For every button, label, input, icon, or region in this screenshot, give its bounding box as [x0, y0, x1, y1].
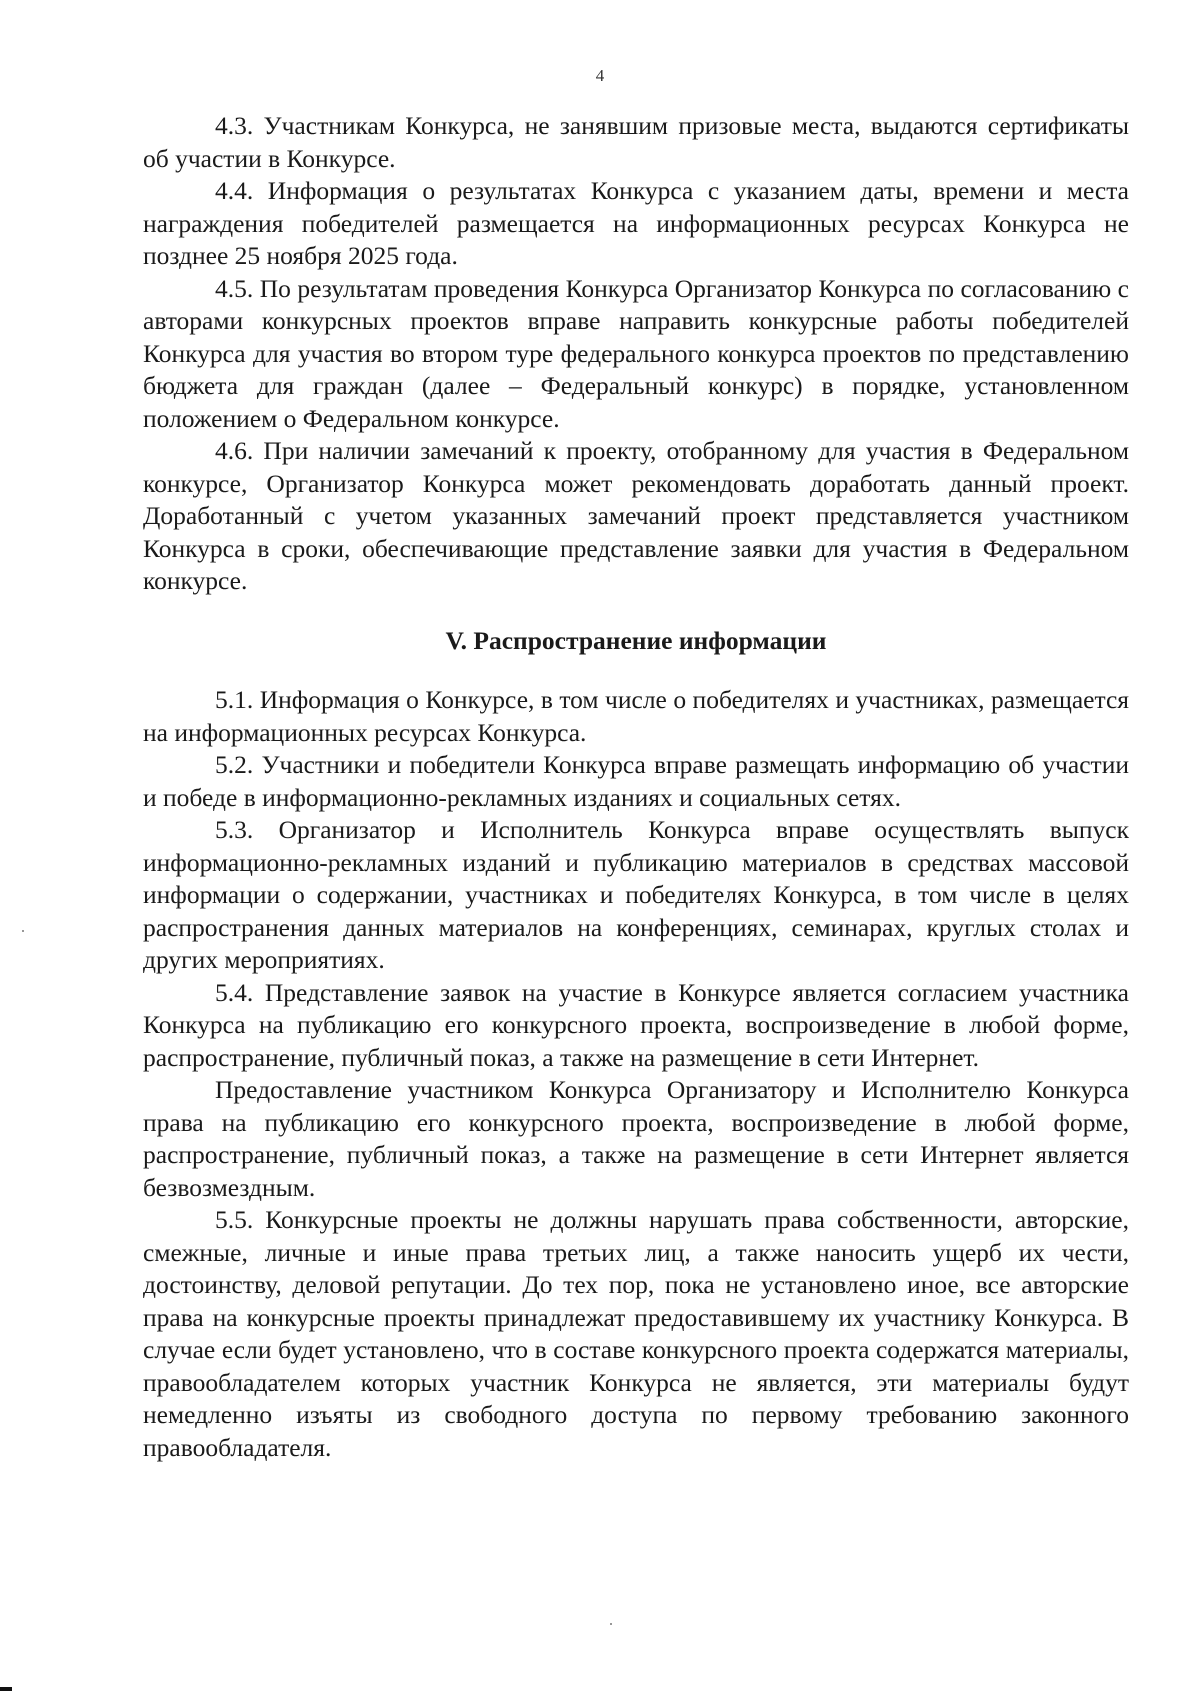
paragraph-4-3: 4.3. Участникам Конкурса, не занявшим призовые места, выдаются сертификаты об участии в Конкурсе.	[143, 111, 1129, 173]
scan-edge-mark	[0, 1687, 12, 1691]
paragraph-4-6: 4.6. При наличии замечаний к проекту, отобранному для участия в Федеральном конкурсе, Организатор Конкурса может рекомендовать доработать данный проект. Доработанный с учетом указанных замечаний проект представляется участником Конкурса в сроки, обеспечивающие представление заявки для участия в Федеральном конкурсе.	[143, 436, 1129, 595]
paragraph-4-5: 4.5. По результатам проведения Конкурса Организатор Конкурса по согласованию с авторами конкурсных проектов вправе направить конкурсные работы победителей Конкурса для участия во втором туре федерального конкурса проектов по представлению бюджета для граждан (далее – Федеральный конкурс) в порядке, установленном положением о Федеральном конкурсе.	[143, 273, 1129, 433]
paragraph-5-3: 5.3. Организатор и Исполнитель Конкурса вправе осуществлять выпуск информационно-рекламных изданий и публикацию материалов в средствах массовой информации о содержании, участниках и победителях Конкурса, в том числе в целях распространения данных материалов на конференциях, семинарах, круглых столах и других мероприятиях.	[143, 815, 1129, 974]
paragraph-5-1: 5.1. Информация о Конкурсе, в том числе о победителях и участниках, размещается на информационных ресурсах Конкурса.	[143, 685, 1129, 747]
section-title: V. Распространение информации	[445, 625, 827, 655]
paragraph-5-4: 5.4. Представление заявок на участие в Конкурсе является согласием участника Конкурса на публикацию его конкурсного проекта, воспроизведение в любой форме, распространение, публичный показ, а также на размещение в сети Интернет.	[143, 977, 1129, 1072]
paragraph-5-4-continued: Предоставление участником Конкурса Организатору и Исполнителю Конкурса права на публикацию его конкурсного проекта, воспроизведение в любой форме, распространение, публичный показ, а также на размещение в сети Интернет является безвозмездным.	[143, 1075, 1129, 1202]
paragraph-5-2: 5.2. Участники и победители Конкурса вправе размещать информацию об участии и победе в информационно-рекламных изданиях и социальных сетях.	[143, 750, 1129, 812]
scan-speck	[610, 1623, 612, 1625]
scan-speck	[22, 930, 24, 932]
document-body	[143, 110, 1129, 1464]
paragraph-5-5: 5.5. Конкурсные проекты не должны нарушать права собственности, авторские, смежные, личные и иные права третьих лиц, а также наносить ущерб их чести, достоинству, деловой репутации. До тех пор, пока не установлено иное, все авторские права на конкурсные проекты принадлежат предоставившему их участнику Конкурса. В случае если будет установлено, что в составе конкурсного проекта содержатся материалы, правообладателем которых участник Конкурса не является, эти материалы будут немедленно изъяты из свободного доступа по первому требованию законного правообладателя.	[143, 1205, 1129, 1462]
paragraph-4-4: 4.4. Информация о результатах Конкурса с указанием даты, времени и места награждения победителей размещается на информационных ресурсах Конкурса не позднее 25 ноября 2025 года.	[143, 176, 1129, 270]
page-number: 4	[595, 66, 605, 85]
